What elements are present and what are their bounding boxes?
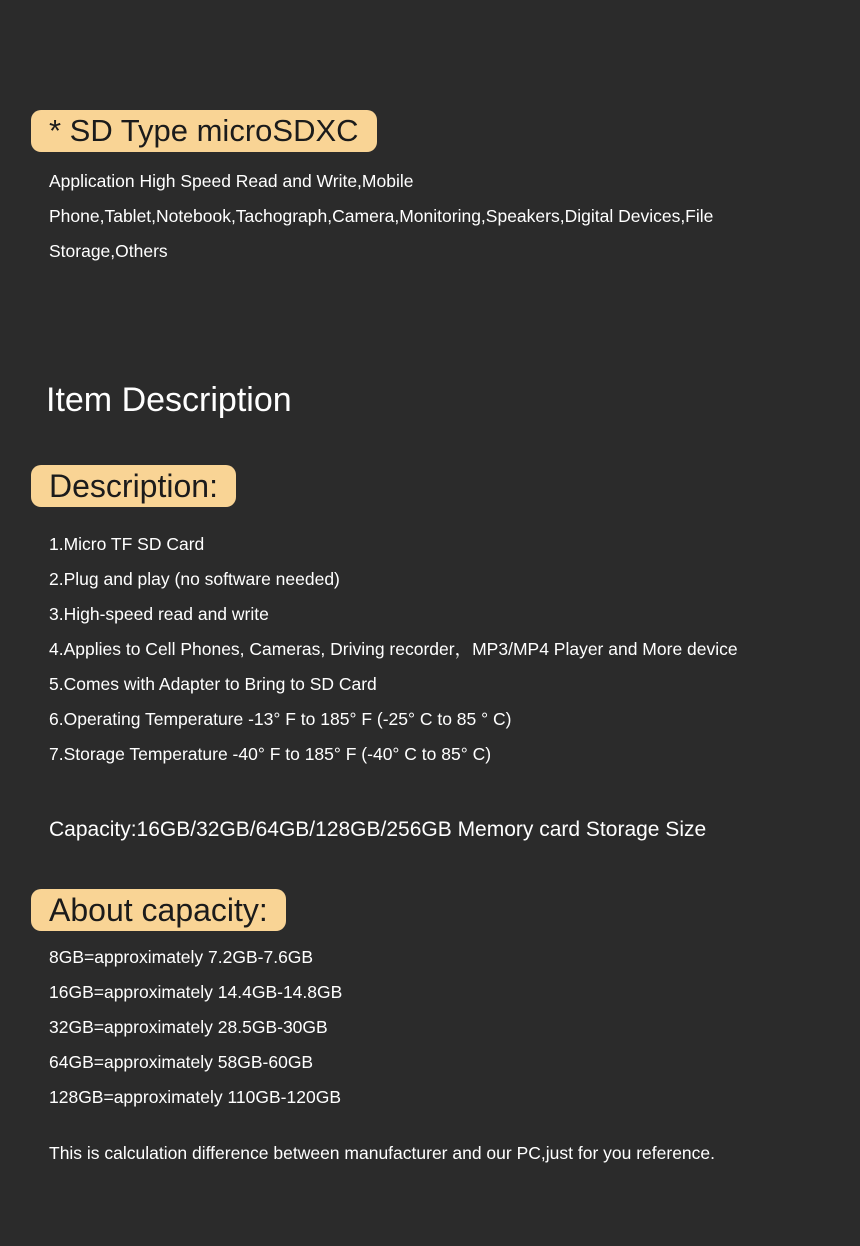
about-capacity-label: About capacity: xyxy=(49,892,268,928)
description-item-3: 3.High-speed read and write xyxy=(49,604,269,624)
capacity-item-2: 16GB=approximately 14.4GB-14.8GB xyxy=(49,982,343,1002)
sd-type-label: * SD Type microSDXC xyxy=(49,113,359,148)
capacity-note: This is calculation difference between manufacturer and our PC,just for you reference. xyxy=(49,1143,715,1163)
description-item-1: 1.Micro TF SD Card xyxy=(49,534,205,554)
description-item-4: 4.Applies to Cell Phones, Cameras, Driving recorder，MP3/MP4 Player and More device xyxy=(49,639,738,659)
application-line-3: Storage,Others xyxy=(49,241,168,261)
description-badge xyxy=(31,465,236,507)
capacity-item-5: 128GB=approximately 110GB-120GB xyxy=(49,1087,341,1107)
description-item-2: 2.Plug and play (no software needed) xyxy=(49,569,340,589)
capacity-item-4: 64GB=approximately 58GB-60GB xyxy=(49,1052,314,1072)
sd-type-badge xyxy=(31,110,377,152)
capacity-item-1: 8GB=approximately 7.2GB-7.6GB xyxy=(49,947,314,967)
description-item-5: 5.Comes with Adapter to Bring to SD Card xyxy=(49,674,377,694)
about-capacity-badge xyxy=(31,889,286,931)
capacity-text: Capacity:16GB/32GB/64GB/128GB/256GB Memory card Storage Size xyxy=(49,818,707,841)
description-label: Description: xyxy=(49,468,218,504)
description-item-6: 6.Operating Temperature -13° F to 185° F (-25° C to 85 ° C) xyxy=(49,709,512,729)
application-line-2: Phone,Tablet,Notebook,Tachograph,Camera,Monitoring,Speakers,Digital Devices,File xyxy=(49,206,714,226)
capacity-item-3: 32GB=approximately 28.5GB-30GB xyxy=(49,1017,328,1037)
description-item-7: 7.Storage Temperature -40° F to 185° F (-40° C to 85° C) xyxy=(49,744,492,764)
item-description-title: Item Description xyxy=(46,381,292,419)
application-line-1: Application High Speed Read and Write,Mobile xyxy=(49,171,414,191)
